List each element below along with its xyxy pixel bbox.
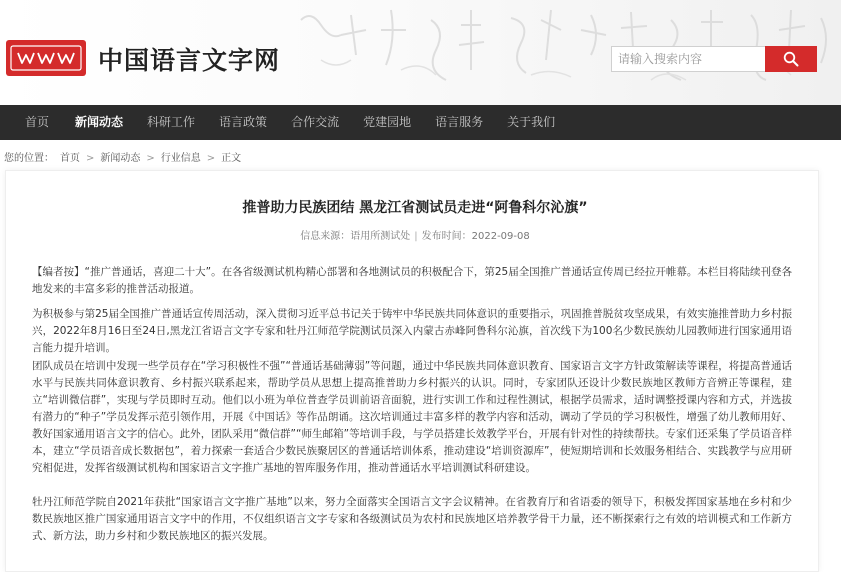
www-wave-logo-icon[interactable] [6, 40, 86, 76]
article-date: 发布时间：2022-09-08 [421, 231, 530, 242]
article-paragraph-editor-note: 【编者按】“推广普通话，喜迎二十大”。在各省级测试机构精心部署和各地测试员的积极配合下，第25届全国推广普通话宣传周已经拉开帷幕。本栏目将陆续刊登各地发来的丰富多彩的推普活动报道。 [32, 266, 792, 295]
breadcrumb-prefix: 您的位置： [4, 153, 54, 164]
breadcrumb-separator: > [146, 153, 155, 164]
breadcrumb [4, 149, 247, 164]
nav-item-research[interactable]: 科研工作 [147, 115, 196, 129]
article-paragraph: 为积极参与第25届全国推广普通话宣传周活动，深入贯彻习近平总书记关于铸牢中华民族共同体意识的重要指示，巩固推普脱贫攻坚成果，有效实施推普助力乡村振兴，2022年8月16日至24日,黑龙江省语言文字专家和牡丹江师范学院测试员深入内蒙古赤峰阿鲁科尔沁旗，首次线下为100名少数民族幼儿园教师进行国家通用语言能力提升培训。 [32, 308, 792, 354]
article-paragraph: 团队成员在培训中发现一些学员存在“学习积极性不强”“普通话基础薄弱”等问题，通过中华民族共同体意识教育、国家语言文字方针政策解读等课程，将提高普通话水平与民族共同体意识教育、乡村振兴联系起来，帮助学员从思想上提高推普助力乡村振兴的认识。同时，专家团队还设计少数民族地区教师方音辨正等课程，建立“培训微信群”，实现与学员即时互动。他们以小班为单位普查学员训前语音面貌，进行实训工作和过程性测试，根据学员需求，适时调整授课内容和方式，并选拔有潜力的“种子”学员发挥示范引领作用，开展《中国话》等作品朗诵。这次培训通过丰富多样的教学内容和活动，调动了学员的学习积极性，增强了幼儿教师用好、教好国家通用语言文字的信心。此外，团队采用“微信群”“师生邮箱”等培训手段，与学员搭建长效教学平台，开展有针对性的持续帮扶。专家们还采集了学员语音样本，建立“学员语音成长数据包”，着力探索一套适合少数民族聚居区的普通话培训体系，推动建设“培训资源库”，使短期培训和长效服务相结合、实践教学与应用研究相促进，发挥省级测试机构和国家语言文字推广基地的智库服务作用，推动普通话水平培训测试科研建设。 [32, 360, 792, 474]
breadcrumb-separator: > [206, 153, 216, 164]
breadcrumb-home[interactable]: 首页 [60, 153, 80, 164]
breadcrumb-industry-info[interactable]: 行业信息 [160, 153, 201, 164]
site-header [0, 0, 841, 105]
nav-item-cooperation[interactable]: 合作交流 [291, 115, 340, 129]
article-paragraph: 牡丹江师范学院自2021年获批“国家语言文字推广基地”以来，努力全面落实全国语言文字会议精神。在省教育厅和省语委的领导下，积极发挥国家基地在乡村和少数民族地区推广国家通用语言文字中的作用，不仅组织语言文字专家和各级测试员为农村和民族地区培养教学骨干力量，还不断探索行之有效的培训模式和工作新方式、新方法，助力乡村和少数民族地区的振兴发展。 [32, 496, 792, 542]
article-meta [0, 227, 830, 242]
nav-item-about[interactable]: 关于我们 [507, 115, 556, 129]
search-icon [783, 51, 799, 67]
search-button[interactable] [765, 46, 817, 72]
nav-item-language-service[interactable]: 语言服务 [435, 115, 484, 129]
search-bar [611, 46, 817, 74]
article-title: 推普助力民族团结 黑龙江省测试员走进“阿鲁科尔沁旗” [242, 200, 588, 216]
meta-divider: | [414, 231, 418, 242]
nav-item-language-policy[interactable]: 语言政策 [219, 115, 268, 129]
breadcrumb-news[interactable]: 新闻动态 [100, 153, 141, 164]
nav-item-news[interactable]: 新闻动态 [75, 115, 124, 129]
breadcrumb-current: 正文 [221, 153, 242, 164]
breadcrumb-separator: > [86, 153, 95, 164]
nav-item-home[interactable]: 首页 [25, 115, 50, 129]
article-source: 信息来源：语用所测试处 [300, 231, 411, 242]
main-nav [0, 105, 841, 140]
search-input[interactable] [611, 46, 766, 72]
site-title[interactable]: 中国语言文字网 [98, 46, 281, 75]
nav-item-party-building[interactable]: 党建园地 [363, 115, 412, 129]
